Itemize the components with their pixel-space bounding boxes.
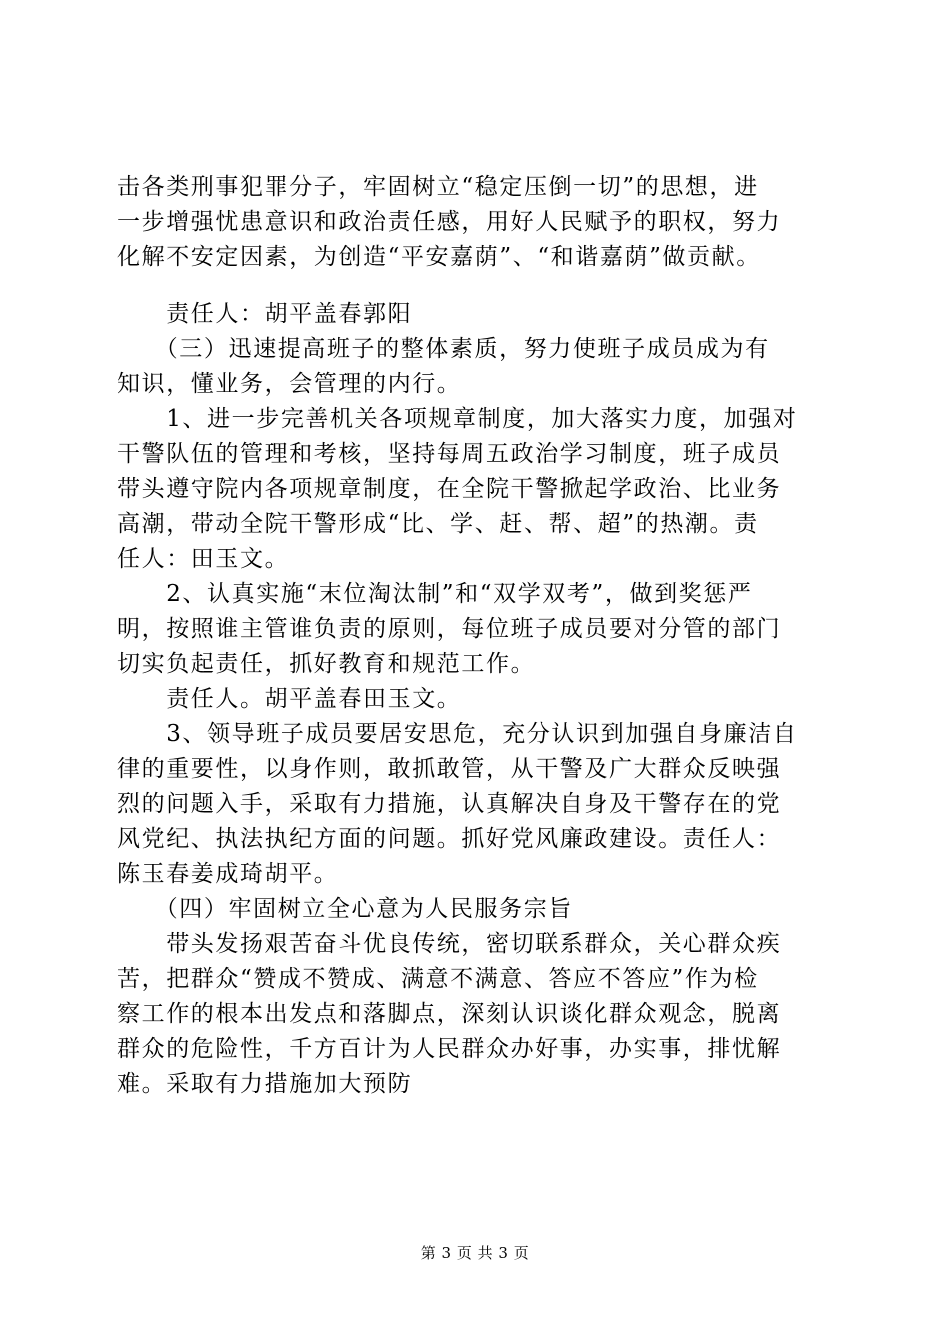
text-line: 1、进一步完善机关各项规章制度，加大落实力度，加强对 bbox=[117, 406, 798, 432]
paragraph-gap bbox=[117, 275, 837, 297]
section-heading: （四）牢固树立全心意为人民服务宗旨 bbox=[117, 896, 573, 922]
text-line: 责任人：胡平盖春郭阳 bbox=[117, 301, 413, 327]
document-body bbox=[117, 170, 837, 1102]
text-line: 高潮，带动全院干警形成“比、学、赶、帮、超”的热潮。责 bbox=[117, 511, 759, 537]
page-footer bbox=[0, 1242, 950, 1263]
text-line: 3、领导班子成员要居安思危，充分认识到加强自身廉洁自 bbox=[117, 721, 798, 747]
text-line: 苦，把群众“赞成不赞成、满意不满意、答应不答应”作为检 bbox=[117, 966, 759, 992]
text-line: 切实负起责任，抓好教育和规范工作。 bbox=[117, 651, 536, 677]
text-line: 风党纪、执法执纪方面的问题。抓好党风廉政建设。责任人： bbox=[117, 826, 782, 852]
text-line: 责任人。胡平盖春田玉文。 bbox=[117, 686, 462, 712]
text-line: 击各类刑事犯罪分子，牢固树立“稳定压倒一切”的思想，进 bbox=[117, 174, 759, 200]
text-line: 一步增强忧患意识和政治责任感，用好人民赋予的职权，努力 bbox=[117, 209, 782, 235]
text-line: 察工作的根本出发点和落脚点，深刻认识谈化群众观念，脱离 bbox=[117, 1001, 782, 1027]
text-line: 2、认真实施“末位淘汰制”和“双学双考”，做到奖惩严 bbox=[117, 581, 753, 607]
text-line: 难。采取有力措施加大预防 bbox=[117, 1071, 413, 1097]
text-line: 带头遵守院内各项规章制度，在全院干警掀起学政治、比业务 bbox=[117, 476, 782, 502]
text-line: 陈玉春姜成琦胡平。 bbox=[117, 861, 339, 887]
text-line: 律的重要性，以身作则，敢抓敢管，从干警及广大群众反映强 bbox=[117, 756, 782, 782]
text-line: 任人：田玉文。 bbox=[117, 546, 290, 572]
text-line: 干警队伍的管理和考核，坚持每周五政治学习制度，班子成员 bbox=[117, 441, 782, 467]
text-line: 知识，懂业务，会管理的内行。 bbox=[117, 371, 462, 397]
page-number-label: 第 3 页 共 3 页 bbox=[420, 1244, 530, 1262]
text-line: 带头发扬艰苦奋斗优良传统，密切联系群众，关心群众疾 bbox=[117, 931, 782, 957]
text-line: 烈的问题入手，采取有力措施，认真解决自身及干警存在的党 bbox=[117, 791, 782, 817]
text-line: 明，按照谁主管谁负责的原则，每位班子成员要对分管的部门 bbox=[117, 616, 782, 642]
text-line: 化解不安定因素，为创造“平安嘉荫”、“和谐嘉荫”做贡献。 bbox=[117, 244, 761, 270]
section-heading: （三）迅速提高班子的整体素质，努力使班子成员成为有 bbox=[117, 336, 770, 362]
text-line: 群众的危险性，千方百计为人民群众办好事，办实事，排忧解 bbox=[117, 1036, 782, 1062]
